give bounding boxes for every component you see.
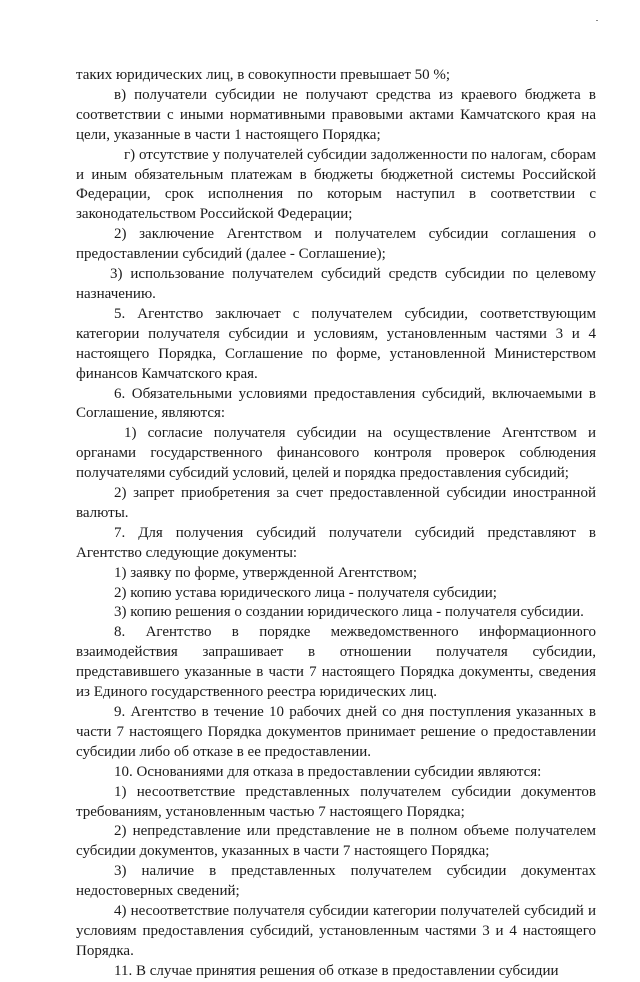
paragraph-5: 5. Агентство заключает с получателем субсидии, соответствующим категории получателя субсидии и условиям, установленным частями 3 и 4 настоящего Порядка, Соглашение по форме, установленной Министерством финансов Камчатского края. bbox=[76, 305, 596, 382]
document-body bbox=[76, 66, 596, 982]
paragraph-14: 9. Агентство в течение 10 рабочих дней со дня поступления указанных в части 7 настоящего Порядка документов принимает решение о предоставлении субсидии либо об отказе в ее предоставлении. bbox=[76, 704, 596, 760]
paragraph-12: 3) копию решения о создании юридического лица - получателя субсидии. bbox=[114, 604, 584, 621]
paragraph-8: 2) запрет приобретения за счет предоставленной субсидии иностранной валюты. bbox=[76, 485, 596, 521]
paragraph-11: 2) копию устава юридического лица - получателя субсидии; bbox=[114, 584, 497, 601]
scan-speck bbox=[596, 20, 598, 21]
paragraph-17: 2) непредставление или представление не в полном объеме получателем субсидии документов, указанных в части 7 настоящего Порядка; bbox=[76, 823, 596, 860]
paragraph-3: 2) заключение Агентством и получателем субсидии соглашения о предоставлении субсидий (далее - Соглашение); bbox=[76, 226, 596, 263]
paragraph-20: 11. В случае принятия решения об отказе в предоставлении субсидии bbox=[114, 962, 559, 979]
paragraph-0: таких юридических лиц, в совокупности превышает 50 %; bbox=[76, 67, 451, 83]
paragraph-15: 10. Основаниями для отказа в предоставлении субсидии являются: bbox=[114, 763, 542, 780]
paragraph-4: 3) использование получателем субсидий средств субсидии по целевому назначению. bbox=[76, 266, 596, 302]
paragraph-9: 7. Для получения субсидий получатели субсидий представляют в Агентство следующие документы: bbox=[76, 524, 596, 561]
paragraph-1: в) получатели субсидии не получают средства из краевого бюджета в соответствии с иными нормативными правовыми актами Камчатского края на цели, указанные в части 1 настоящего Порядка; bbox=[76, 86, 596, 143]
paragraph-10: 1) заявку по форме, утвержденной Агентством; bbox=[114, 564, 418, 581]
paragraph-2: г) отсутствие у получателей субсидии задолженности по налогам, сборам и иным обязательным платежам в бюджеты бюджетной системы Российской Федерации, срок исполнения по которым наступил в соответствии с законодательством Российской Федерации; bbox=[76, 146, 596, 223]
paragraph-18: 3) наличие в представленных получателем субсидии документах недостоверных сведений; bbox=[76, 863, 596, 900]
paragraph-6: 6. Обязательными условиями предоставления субсидий, включаемыми в Соглашение, являются: bbox=[76, 385, 596, 422]
paragraph-16: 1) несоответствие представленных получателем субсидии документов требованиям, установленным частью 7 настоящего Порядка; bbox=[76, 783, 596, 820]
paragraph-19: 4) несоответствие получателя субсидии категории получателей субсидий и условиям предоставления субсидий, установленным частями 3 и 4 настоящего Порядка. bbox=[76, 903, 596, 959]
paragraph-7: 1) согласие получателя субсидии на осуществление Агентством и органами государственного финансового контроля проверок соблюдения получателями субсидий условий, целей и порядка предоставления субсидий; bbox=[76, 425, 596, 482]
paragraph-13: 8. Агентство в порядке межведомственного информационного взаимодействия запрашивает в отношении получателя субсидии, представившего указанные в части 7 настоящего Порядка документы, сведения из Единого государственного реестра юридических лиц. bbox=[76, 624, 596, 701]
